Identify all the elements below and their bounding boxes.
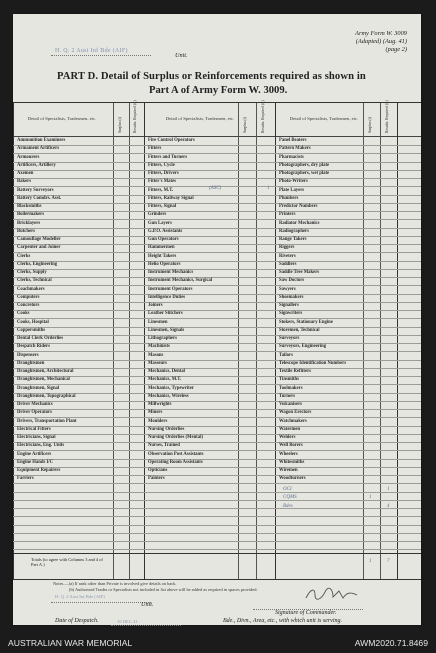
specialist-name: Operating Room Assistants xyxy=(148,459,203,465)
specialist-name: Mechanics, Dental xyxy=(148,369,185,374)
col1-header: Detail of Specialists, Tradesmen, etc. xyxy=(27,116,97,121)
specialist-name: Concretors xyxy=(17,303,40,308)
handwritten-extra3: Bdes xyxy=(283,504,293,509)
specialist-name: Leather Stitchers xyxy=(148,311,183,317)
specialist-name: Linesmen, Signals xyxy=(148,327,185,333)
specialist-name: Blacksmiths xyxy=(17,204,42,209)
specialist-name: Fitters and Turners xyxy=(148,154,188,160)
specialist-name: Boilermakers xyxy=(17,212,45,218)
specialist-name: Masons xyxy=(148,352,164,358)
specialist-name: Watchmakers xyxy=(279,418,307,424)
specialist-name: Fire Control Operators xyxy=(148,138,195,143)
specialist-name: Draughtsmen, Signal xyxy=(17,385,60,391)
handwritten-note-asc: (ASC) xyxy=(209,186,222,191)
specialist-name: Watermen xyxy=(279,426,301,432)
specialist-name: Nurses, Trained xyxy=(148,443,180,449)
specialist-name: Surveyors xyxy=(279,336,300,341)
specialist-name: Artificers, Artillery xyxy=(17,162,56,168)
specialist-name: Bricklayers xyxy=(17,220,41,226)
form-title-line1: PART D. Detail of Surplus or Reinforcements required as shown in xyxy=(57,71,366,82)
specialist-name: Battery Comdrs. Asst. xyxy=(17,195,62,201)
form-title-line2: Part A of Army Form W. 3009. xyxy=(149,85,288,96)
specialist-name: Armament Artificers xyxy=(17,146,60,152)
handwritten-extra1-value: 1 xyxy=(387,487,390,492)
specialist-name: Mechanics, M.T. xyxy=(148,377,182,383)
specialist-name: Lithographers xyxy=(148,336,177,341)
specialist-name: Printers xyxy=(279,212,296,218)
specialist-name: Tailors xyxy=(279,352,293,358)
specialist-name: Pattern Makers xyxy=(279,146,311,152)
specialist-name: Gun Operators xyxy=(148,237,179,242)
specialist-name: Cooks xyxy=(17,311,30,317)
note-b: (b) Authorised Trades or Specialists not included in list above will be added as required in spaces provided. xyxy=(69,587,258,592)
specialist-name: G.P.O. Assistants xyxy=(148,228,183,234)
form-adapted: (Adapted) (Aug. 41) xyxy=(355,38,407,45)
specialist-name: Electricians, Eng. Units xyxy=(17,443,65,449)
specialist-name: Surveyors, Engineering xyxy=(279,344,327,350)
specialist-name: Mechanics, Wireless xyxy=(148,393,189,399)
col1-surplus-header: Surplus (i) xyxy=(118,116,122,133)
totals-label: Totals (to agree with Columns 3 and 4 of Part A.) xyxy=(31,557,103,567)
note-a: Notes.—(a) If rank other than Private is involved give details on back. xyxy=(53,581,177,586)
specialist-name: Millwrights xyxy=(148,402,172,407)
specialist-name: Painters xyxy=(148,476,165,482)
specialist-name: Toolmakers xyxy=(279,385,303,391)
specialist-name: Fitters, M.T. xyxy=(148,187,174,193)
specialist-name: Draughtsmen xyxy=(17,360,45,366)
specialist-name: Range Takers xyxy=(279,237,307,242)
specialist-name: Driver Operators xyxy=(17,410,52,416)
specialist-name: Height Takers xyxy=(148,253,177,259)
unit-label: Unit. xyxy=(175,52,188,59)
form-number: Army Form W. 3009 xyxy=(355,30,407,37)
specialist-name: Fitters, Cycle xyxy=(148,162,175,168)
specialist-name: Riveters xyxy=(279,253,296,259)
caption-right: AWM2020.71.8469 xyxy=(354,638,428,648)
specialist-name: Bakers xyxy=(17,179,32,185)
handwritten-extra1: OCI xyxy=(283,487,292,492)
col3-surplus-header: Surplus (i) xyxy=(368,116,372,133)
specialist-name: Plate Layers xyxy=(279,187,305,193)
specialist-name: Clerks, Engineering xyxy=(17,261,58,267)
specialist-name: Turners xyxy=(279,393,295,399)
specialist-name: Clerks, Supply xyxy=(17,270,47,275)
specialist-name: Predictor Numbers xyxy=(279,204,318,209)
footer-unit-stamp: H. Q. 2 Aust Inf Bde (AIF) xyxy=(55,594,105,599)
specialist-name: Radiographers xyxy=(279,228,309,234)
specialist-name: Dispensers xyxy=(17,352,39,358)
specialist-name: Computers xyxy=(17,294,40,300)
specialist-name: Tinsmiths xyxy=(279,377,299,383)
specialists-table xyxy=(13,102,421,580)
specialist-name: Driver Mechanics xyxy=(17,402,53,407)
form-page: (page 2) xyxy=(385,46,407,53)
col2-required-header: Results. Required (ii) xyxy=(261,100,265,133)
specialist-name: Whitesmiths xyxy=(279,459,305,465)
specialist-name: Equipment Repairers xyxy=(17,468,61,473)
specialist-name: Wiremen xyxy=(279,468,298,473)
specialist-name: Draughtsmen, Topographical xyxy=(17,393,76,399)
totals-required: 7 xyxy=(387,559,390,564)
footer-unit-line xyxy=(51,602,151,603)
caption-left: AUSTRALIAN WAR MEMORIAL xyxy=(8,638,133,648)
footer-unit-label: Unit. xyxy=(141,601,154,608)
specialist-name: Axemen xyxy=(17,171,34,176)
unit-stamp: H. Q. 2 Aust Inf Bde (AIF) xyxy=(55,48,128,54)
specialist-name: Instrument Operators xyxy=(148,286,193,292)
specialist-name: Drivers, Transportation Plant xyxy=(17,418,77,424)
col1-required-header: Results. Required (ii) xyxy=(133,100,137,133)
specialist-name: Woodturners xyxy=(279,476,306,482)
specialist-name: Opticians xyxy=(148,468,168,473)
specialist-name: Coppersmiths xyxy=(17,327,46,333)
specialist-name: Camouflage Modeller xyxy=(17,237,61,242)
despatch-label: Date of Despatch. xyxy=(55,618,99,624)
specialist-name: Masseurs xyxy=(148,360,168,366)
specialist-name: Photographers, dry plate xyxy=(279,162,330,168)
specialist-name: Cooks, Hospital xyxy=(17,319,49,325)
specialist-name: Draughtsmen, Mechanical xyxy=(17,377,70,383)
form-sheet xyxy=(13,14,421,625)
specialist-name: Plumbers xyxy=(279,195,299,201)
handwritten-extra2-value: 1 xyxy=(369,495,372,500)
specialist-name: Butchers xyxy=(17,228,35,234)
specialist-name: Machinists xyxy=(148,344,170,350)
specialist-name: Sawyers xyxy=(279,286,296,292)
specialist-name: Vulcanisers xyxy=(279,402,303,407)
specialist-name: Saw Doctors xyxy=(279,278,305,284)
specialist-name: Signwriters xyxy=(279,311,303,317)
totals-divider xyxy=(13,553,421,554)
specialist-name: Shoemakers xyxy=(279,294,304,300)
specialist-name: Farriers xyxy=(17,476,34,482)
specialist-name: Carpenter and Joiner xyxy=(17,245,61,251)
specialist-name: Moulders xyxy=(148,418,168,424)
specialist-name: Photo-Writers xyxy=(279,179,308,185)
specialist-name: Electricians, Signal xyxy=(17,435,56,440)
specialist-name: Instrument Mechanics xyxy=(148,270,194,275)
specialist-name: Pharmacists xyxy=(279,154,304,160)
specialist-name: Armourers xyxy=(17,154,40,160)
specialist-name: Ammunition Examiners xyxy=(17,138,66,143)
commander-signature xyxy=(303,586,359,602)
specialist-name: Draughtsmen, Architectural xyxy=(17,369,74,374)
despatch-line xyxy=(111,625,181,626)
specialist-name: Mechanics, Typewriter xyxy=(148,385,194,391)
specialist-name: Fitters xyxy=(148,146,162,152)
specialist-name: Battery Surveyors xyxy=(17,187,54,193)
handwritten-extra2: CQMS xyxy=(283,495,297,500)
specialist-name: Fitters, Drivers xyxy=(148,171,179,176)
specialist-name: Saddlers xyxy=(279,261,297,267)
specialist-name: Clerks, Technical xyxy=(17,278,52,284)
unit-line xyxy=(51,55,151,56)
handwritten-fitters-mt-value: 1 xyxy=(267,186,270,191)
specialist-name: Engine Artificers xyxy=(17,451,52,457)
specialist-name: Photographers, wet plate xyxy=(279,171,330,176)
specialist-name: Stokers, Stationary Engine xyxy=(279,319,333,325)
specialist-name: Engine Hands I/C xyxy=(17,459,53,465)
specialist-name: Welders xyxy=(279,435,296,440)
specialist-name: Hammermen xyxy=(148,245,175,251)
totals-surplus: 1 xyxy=(369,559,372,564)
specialist-name: Well Borers xyxy=(279,443,303,449)
specialist-name: Fitters, Signal xyxy=(148,204,177,209)
specialist-name: Joiners xyxy=(148,303,163,308)
specialist-name: Textile Refitters xyxy=(279,369,311,374)
specialist-name: Signallers xyxy=(279,303,299,308)
specialist-name: Observation Post Assistants xyxy=(148,451,204,457)
handwritten-extra3-value: 4 xyxy=(387,504,390,509)
specialist-name: Storemen, Technical xyxy=(279,327,320,333)
col3-required-header: Results. Required (ii) xyxy=(385,100,389,133)
specialist-name: Instrument Mechanics, Surgical xyxy=(148,278,213,284)
specialist-name: Saddle Tree Makers xyxy=(279,270,320,275)
specialist-name: Despatch Riders xyxy=(17,344,50,350)
specialist-name: Nursing Orderlies xyxy=(148,426,185,432)
specialist-name: Wheelers xyxy=(279,451,298,457)
area-label: Bde., Divn., Area, etc., with which unit is serving. xyxy=(223,618,342,624)
specialist-name: Linesmen xyxy=(148,319,168,325)
specialist-name: Coachmakers xyxy=(17,286,45,292)
specialist-name: Telescope Identification Numbers xyxy=(279,360,347,366)
despatch-value: 19 DEC 41 xyxy=(117,619,138,624)
specialist-name: Riggers xyxy=(279,245,295,251)
specialist-name: Nursing Orderlies (Mental) xyxy=(148,435,203,440)
specialist-name: Intelligence Duties xyxy=(148,294,186,300)
specialist-name: Gun Layers xyxy=(148,220,172,226)
specialist-name: Electrical Fitters xyxy=(17,426,51,432)
specialist-name: Wagon Erectors xyxy=(279,410,312,416)
col2-surplus-header: Surplus (i) xyxy=(243,116,247,133)
specialist-name: Grinders xyxy=(148,212,167,218)
specialist-name: Clerks xyxy=(17,253,31,259)
specialist-name: Dental Clerk Orderlies xyxy=(17,336,64,341)
specialist-name: Panel Beaters xyxy=(279,138,307,143)
col3-header: Detail of Specialists, Tradesmen, etc. xyxy=(289,116,359,121)
col2-header: Detail of Specialists, Tradesmen, etc. xyxy=(165,116,235,121)
table-row xyxy=(13,541,421,550)
signature-label: Signature of Commander. xyxy=(275,610,337,616)
specialist-name: Helio Operators xyxy=(148,261,181,267)
specialist-name: Miners xyxy=(148,410,163,416)
specialist-name: Radiator Mechanics xyxy=(279,220,320,226)
specialist-name: Fitters, Railway Signal xyxy=(148,195,194,201)
specialist-name: Fitter's Mates xyxy=(148,179,176,185)
